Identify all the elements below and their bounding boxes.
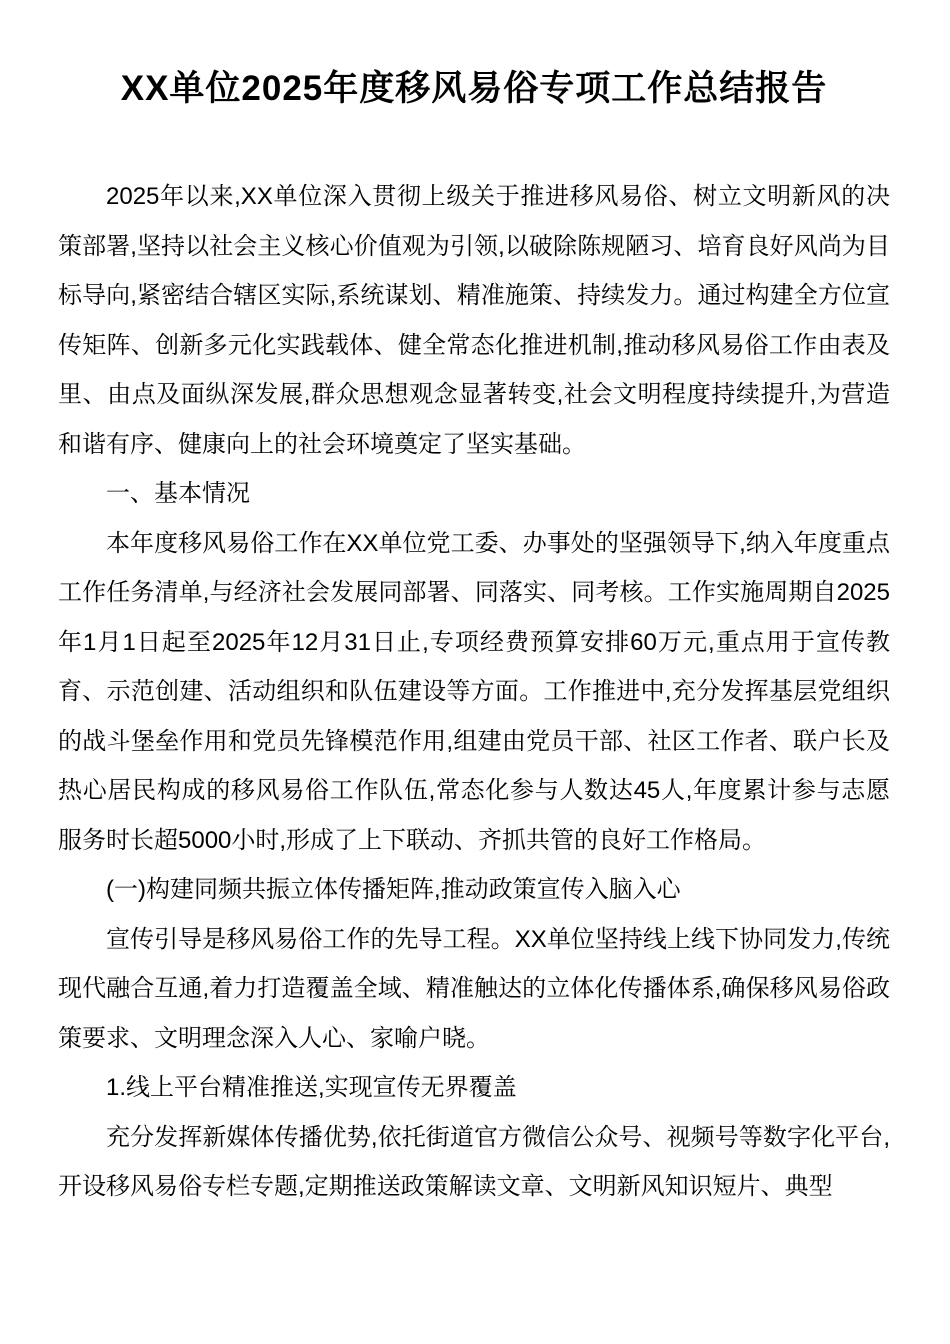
- subsubsection-heading-online-platform: 1.线上平台精准推送,实现宣传无界覆盖: [106, 1074, 517, 1101]
- paragraph-introduction: 2025年以来,XX单位深入贯彻上级关于推进移风易俗、树立文明新风的决策部署,坚持以社会主义核心价值观为引领,以破除陈规陋习、培育良好风尚为目标导向,紧密结合辖区实际,系统谋划、精准施策、持续发力。通过构建全方位宣传矩阵、创新多元化实践载体、健全常态化推进机制,推动移风易俗工作由表及里、由点及面纵深发展,群众思想观念显著转变,社会文明程度持续提升,为营造和谐有序、健康向上的社会环境奠定了坚实基础。: [58, 183, 890, 458]
- subsection-heading-propaganda-matrix: (一)构建同频共振立体传播矩阵,推动政策宣传入脑入心: [106, 876, 681, 903]
- section-heading-basic-situation: 一、基本情况: [106, 480, 250, 507]
- paragraph-propaganda-guidance: 宣传引导是移风易俗工作的先导工程。XX单位坚持线上线下协同发力,传统现代融合互通,着力打造覆盖全域、精准触达的立体化传播体系,确保移风易俗政策要求、文明理念深入人心、家喻户晓。: [58, 925, 890, 1052]
- document-body: [58, 172, 890, 1212]
- paragraph-basic-situation: 本年度移风易俗工作在XX单位党工委、办事处的坚强领导下,纳入年度重点工作任务清单,与经济社会发展同部署、同落实、同考核。工作实施周期自2025年1月1日起至2025年12月31日止,专项经费预算安排60万元,重点用于宣传教育、示范创建、活动组织和队伍建设等方面。工作推进中,充分发挥基层党组织的战斗堡垒作用和党员先锋模范作用,组建由党员干部、社区工作者、联户长及热心居民构成的移风易俗工作队伍,常态化参与人数达45人,年度累计参与志愿服务时长超5000小时,形成了上下联动、齐抓共管的良好工作格局。: [58, 529, 890, 854]
- paragraph-online-platform: 充分发挥新媒体传播优势,依托街道官方微信公众号、视频号等数字化平台,开设移风易俗专栏专题,定期推送政策解读文章、文明新风知识短片、典型: [58, 1123, 890, 1200]
- document-title: XX单位2025年度移风易俗专项工作总结报告: [120, 69, 828, 108]
